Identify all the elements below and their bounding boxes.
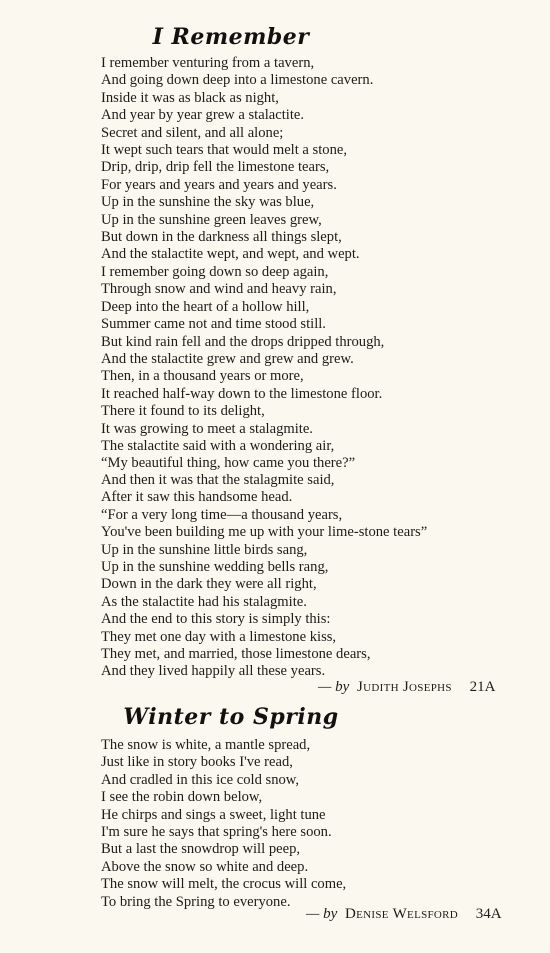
poem-line: “For a very long time—a thousand years, — [101, 506, 343, 523]
author-name: Judith Josephs — [357, 679, 452, 695]
poem-line: “My beautiful thing, how came you there?” — [101, 455, 356, 472]
poem-line: And they lived happily all these years. — [101, 663, 326, 680]
poem-line: And the stalactite wept, and wept, and wept. — [101, 246, 360, 263]
poem-line: I remember going down so deep again, — [101, 264, 329, 280]
poem-line: Up in the sunshine green leaves grew, — [101, 211, 322, 228]
poem-line: And cradled in this ice cold snow, — [101, 771, 300, 788]
poem-line: It reached half-way down to the limestone floor. — [101, 385, 383, 402]
poem-line: And the stalactite grew and grew and grew. — [101, 351, 354, 368]
poem-line: And the end to this story is simply this: — [101, 611, 331, 628]
form-code: 21A — [469, 679, 496, 695]
poem-line: To bring the Spring to everyone. — [101, 893, 291, 910]
byline-by: by — [335, 679, 350, 695]
poem-line: For years and years and years and years. — [101, 176, 337, 193]
poem-line: And going down deep into a limestone cavern. — [101, 72, 374, 89]
poem-line: The stalactite said with a wondering air, — [101, 438, 335, 455]
poem-line: After it saw this handsome head. — [101, 489, 293, 506]
poem-line: Just like in story books I've read, — [101, 754, 293, 771]
poem-line: And year by year grew a stalactite. — [101, 107, 305, 124]
poem-line: There it found to its delight, — [101, 403, 265, 420]
poem-line: But a last the snowdrop will peep, — [101, 841, 301, 858]
poem-line: Up in the sunshine wedding bells rang, — [101, 559, 329, 576]
poem-line: I'm sure he says that spring's here soon. — [101, 824, 332, 841]
byline-dash: — — [306, 906, 320, 922]
poem1-stanza-3 — [101, 472, 427, 681]
poem1-stanza-1 — [101, 55, 373, 264]
poem-line: Then, in a thousand years or more, — [101, 368, 304, 385]
poem-line: And then it was that the stalagmite said, — [101, 472, 335, 488]
poem-title-winter-to-spring: Winter to Spring — [123, 704, 339, 730]
poem-line: Up in the sunshine the sky was blue, — [101, 194, 315, 211]
poem-line: They met, and married, those limestone dears, — [101, 646, 371, 663]
form-code: 34A — [475, 906, 502, 922]
poem-line: Secret and silent, and all alone; — [101, 124, 284, 141]
poem-line: Deep into the heart of a hollow hill, — [101, 298, 310, 315]
poem-line: You've been building me up with your lime-stone tears” — [101, 524, 428, 541]
poem2-stanza-1 — [101, 737, 346, 911]
poem-line: He chirps and sings a sweet, light tune — [101, 806, 326, 823]
poem-line: The snow will melt, the crocus will come, — [101, 876, 347, 893]
byline-dash: — — [318, 679, 332, 695]
poem-line: Through snow and wind and heavy rain, — [101, 281, 337, 298]
poem-line: But down in the darkness all things slept, — [101, 229, 342, 246]
poem2-byline — [306, 906, 502, 923]
poem-line: Above the snow so white and deep. — [101, 858, 309, 875]
poem-line: The snow is white, a mantle spread, — [101, 737, 311, 753]
poem-line: They met one day with a limestone kiss, — [101, 628, 337, 645]
poem-line: Down in the dark they were all right, — [101, 576, 317, 593]
poem-line: I remember venturing from a tavern, — [101, 55, 315, 71]
byline-by: by — [323, 906, 338, 922]
author-name: Denise Welsford — [345, 906, 459, 922]
poem-line: It was growing to meet a stalagmite. — [101, 420, 313, 437]
poem-line: Drip, drip, drip fell the limestone tears, — [101, 159, 330, 176]
poem-line: But kind rain fell and the drops dripped through, — [101, 333, 385, 350]
poem-line: I see the robin down below, — [101, 789, 263, 806]
poem1-stanza-2 — [101, 264, 384, 473]
poem-line: Summer came not and time stood still. — [101, 316, 326, 333]
poem-title-i-remember: I Remember — [152, 24, 310, 50]
poem-line: Up in the sunshine little birds sang, — [101, 541, 308, 558]
poem1-byline — [318, 679, 495, 696]
poem-line: Inside it was as black as night, — [101, 89, 279, 106]
poem-line: As the stalactite had his stalagmite. — [101, 593, 307, 610]
poem-line: It wept such tears that would melt a stone, — [101, 142, 348, 159]
